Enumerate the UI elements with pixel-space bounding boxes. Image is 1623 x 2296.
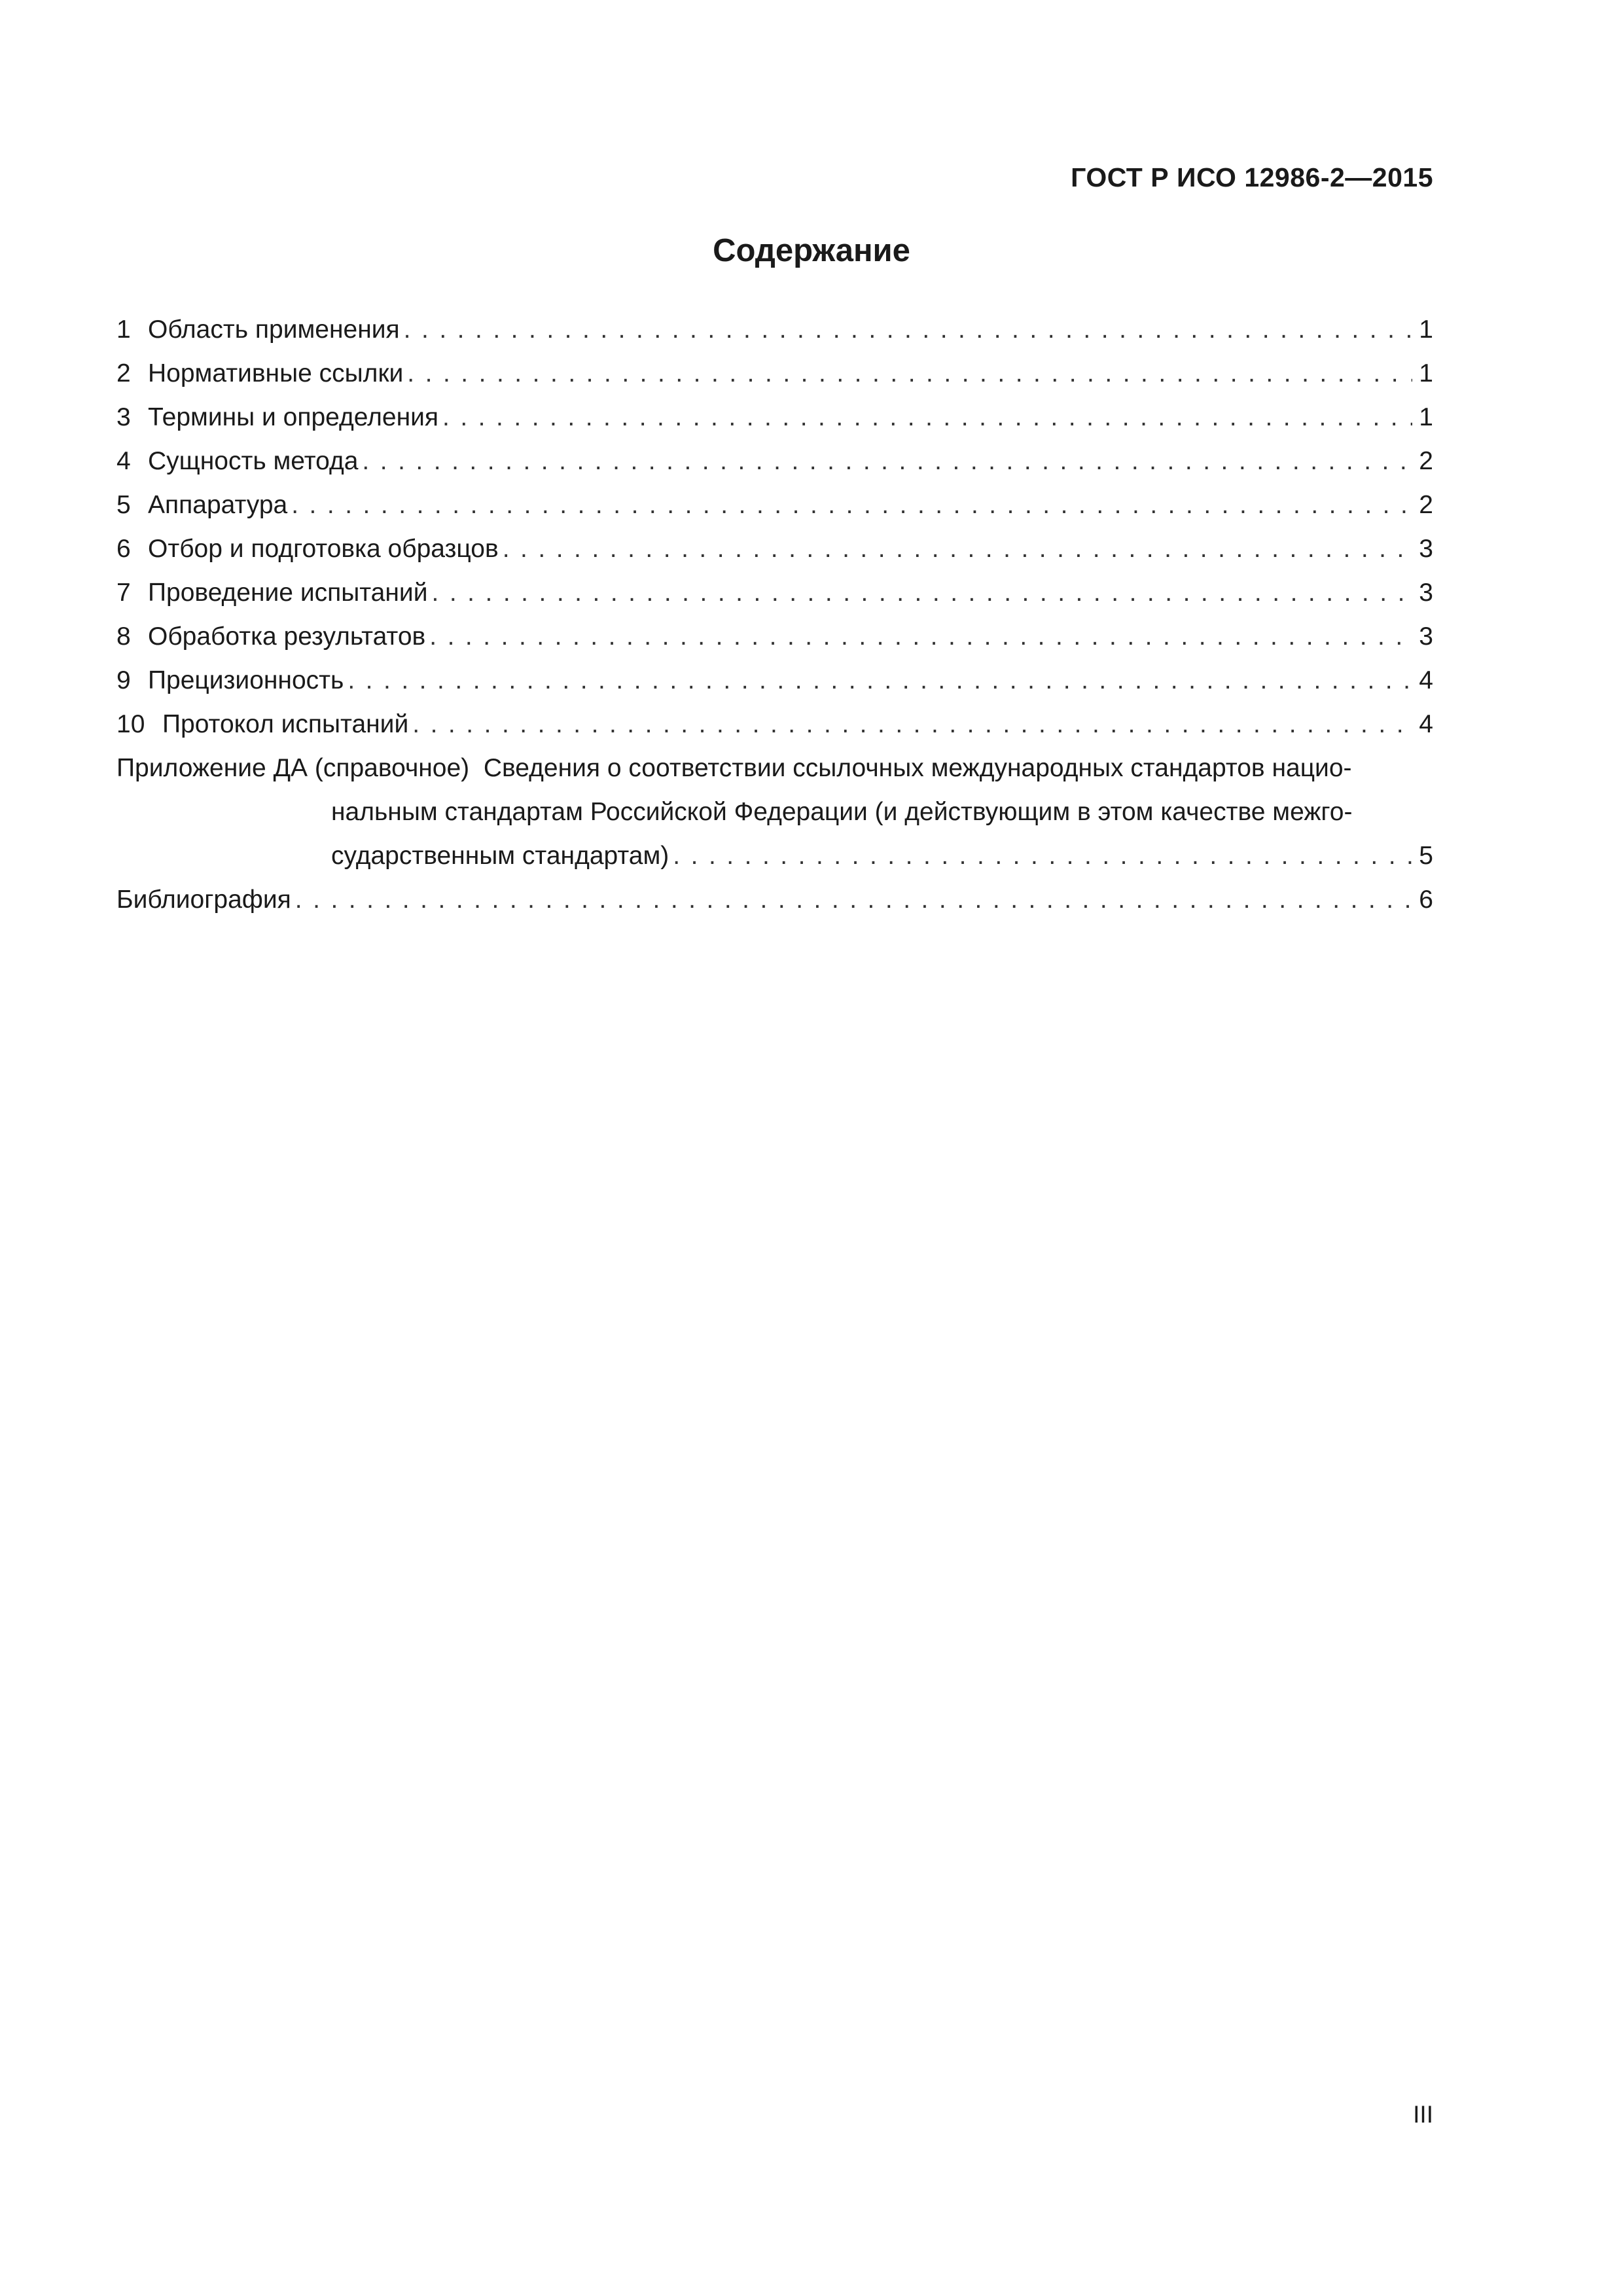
toc-item-label: Нормативные ссылки: [148, 359, 404, 387]
dot-leader: [362, 439, 1412, 483]
toc-item-page: 4: [1419, 666, 1433, 694]
toc-item[interactable]: [116, 395, 1433, 439]
dot-leader: [431, 571, 1412, 615]
annex-last-line: [116, 834, 1433, 878]
toc-item-number: 6: [116, 535, 131, 563]
dot-leader: [404, 308, 1413, 351]
toc-item-label: Аппаратура: [148, 491, 288, 519]
annex-prefix: Приложение ДА (справочное): [116, 754, 470, 782]
toc-item-page: 2: [1419, 491, 1433, 519]
annex-title-line-1: Сведения о соответствии ссылочных международных стандартов нацио-: [483, 754, 1352, 782]
page-number: III: [1413, 2101, 1433, 2128]
toc-item-page: 2: [1419, 447, 1433, 475]
toc-item-number: 2: [116, 359, 131, 387]
dot-leader: [407, 351, 1412, 395]
toc-item-label: Обработка результатов: [148, 622, 426, 651]
toc-item-number: 9: [116, 666, 131, 694]
dot-leader: [673, 834, 1412, 878]
toc-item-number: 4: [116, 447, 131, 475]
toc-item-label: Термины и определения: [148, 403, 439, 431]
dot-leader: [503, 527, 1413, 571]
bibliography-label: Библиография: [116, 886, 291, 914]
dot-leader: [412, 702, 1412, 746]
toc-item[interactable]: [116, 483, 1433, 527]
toc-item-number: 7: [116, 579, 131, 607]
toc-title: Содержание: [713, 233, 910, 268]
toc-item[interactable]: [116, 308, 1433, 351]
toc-item-page: 3: [1419, 535, 1433, 563]
dot-leader: [429, 615, 1412, 658]
toc-item-label: Проведение испытаний: [148, 579, 428, 607]
toc-item-number: 5: [116, 491, 131, 519]
toc-item-number: 8: [116, 622, 131, 651]
dot-leader: [442, 395, 1412, 439]
toc-item-label: Прецизионность: [148, 666, 344, 694]
toc-item-page: 1: [1419, 403, 1433, 431]
toc-item-number: 3: [116, 403, 131, 431]
toc-item-label: Сущность метода: [148, 447, 359, 475]
dot-leader: [291, 483, 1412, 527]
toc-item[interactable]: [116, 439, 1433, 483]
toc-item-page: 1: [1419, 359, 1433, 387]
dot-leader: [348, 658, 1412, 702]
toc-annex-item[interactable]: [116, 746, 1433, 878]
toc-item[interactable]: [116, 658, 1433, 702]
toc-item[interactable]: [116, 615, 1433, 658]
dot-leader: [295, 878, 1413, 922]
annex-page: 5: [1419, 842, 1433, 870]
toc-item-label: Протокол испытаний: [162, 710, 409, 738]
toc-item-page: 3: [1419, 579, 1433, 607]
table-of-contents: [116, 308, 1433, 922]
toc-item-page: 3: [1419, 622, 1433, 651]
toc-item[interactable]: [116, 571, 1433, 615]
toc-item[interactable]: [116, 702, 1433, 746]
bibliography-page: 6: [1419, 886, 1433, 914]
toc-item-number: 1: [116, 315, 131, 344]
toc-item-label: Область применения: [148, 315, 400, 344]
toc-item[interactable]: [116, 351, 1433, 395]
toc-item-page: 4: [1419, 710, 1433, 738]
toc-item-page: 1: [1419, 315, 1433, 344]
toc-item-label: Отбор и подготовка образцов: [148, 535, 499, 563]
toc-item-number: 10: [116, 710, 145, 738]
annex-first-line: [116, 746, 1433, 790]
annex-title-line-2: нальным стандартам Российской Федерации (и действующим в этом качестве межго-: [331, 798, 1353, 826]
toc-bibliography-item[interactable]: [116, 878, 1433, 922]
toc-item[interactable]: [116, 527, 1433, 571]
document-code: ГОСТ Р ИСО 12986-2—2015: [1071, 162, 1433, 192]
annex-title-line-3: сударственным стандартам): [331, 842, 669, 870]
